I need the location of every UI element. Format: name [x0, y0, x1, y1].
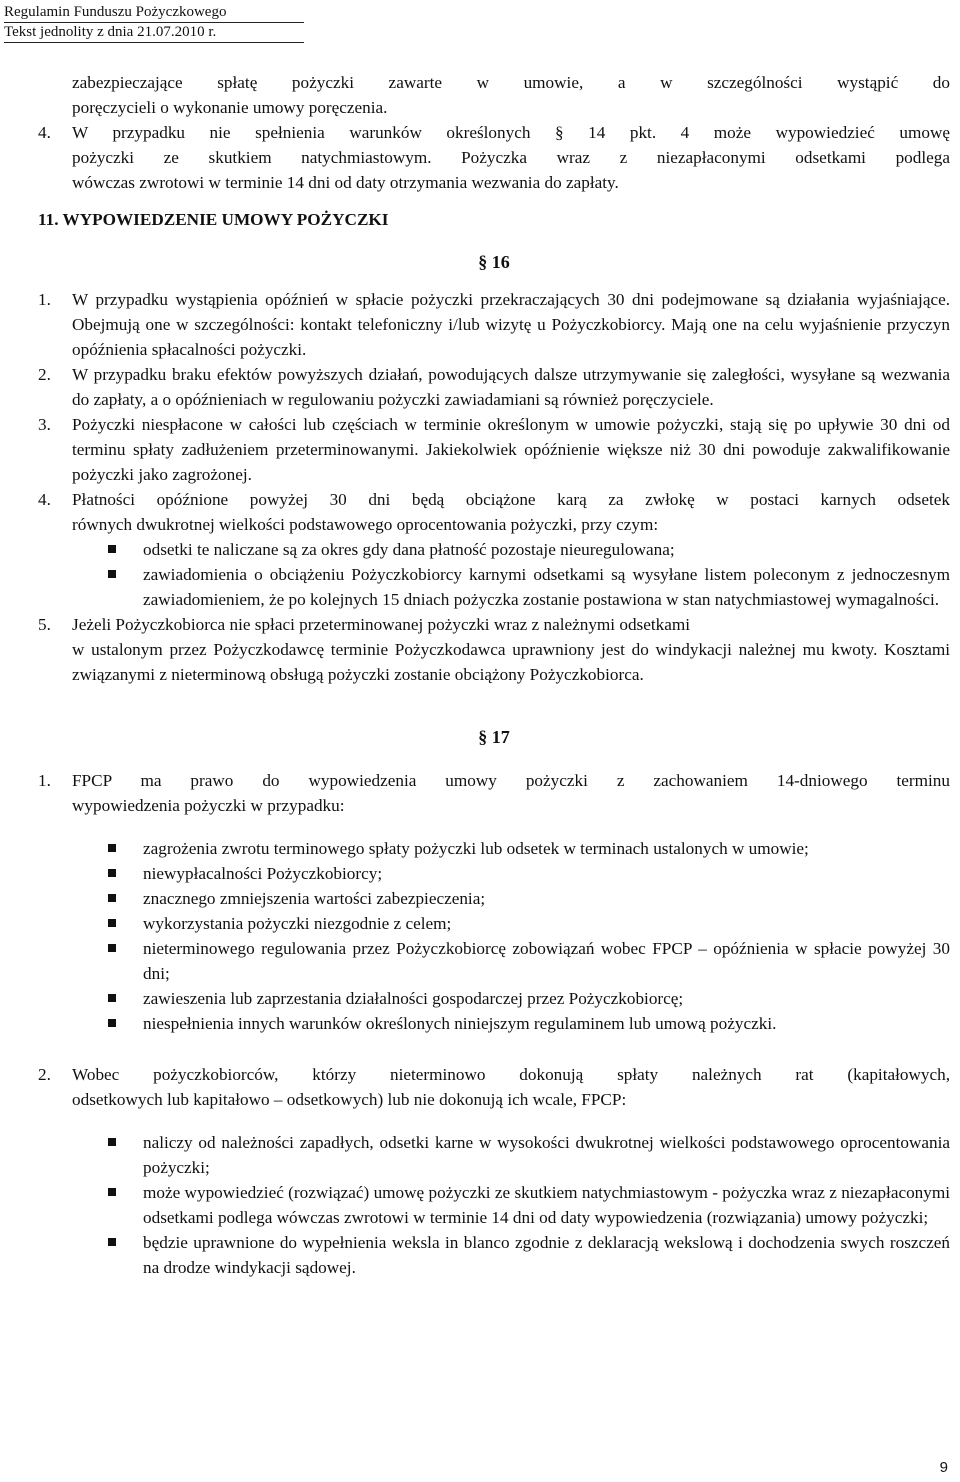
par16-item-5-line-1: Jeżeli Pożyczkobiorca nie spłaci przeterminowanej pożyczki wraz z należnymi odsetkami — [72, 615, 691, 634]
square-bullet-icon — [107, 911, 143, 936]
par16-item-3-text: Pożyczki niespłacone w całości lub częściach w terminie określonym w umowie pożyczki, stają się po upływie 30 dni od terminu spłaty zadłużeniem przeterminowanymi. Jakiekolwiek opóźnienie większe niż 30 dni powoduje zakwalifikowanie pożyczki jako zagrożonej. — [72, 415, 950, 484]
par16-item-4-line-1: Płatności opóźnione powyżej 30 dni będą obciążone karą za zwłokę w postaci karnych odsetek — [72, 490, 950, 509]
par16-item-4-line-2: równych dwukrotnej wielkości podstawowego oprocentowania pożyczki, przy czym: — [72, 515, 659, 534]
square-bullet-icon — [107, 861, 143, 886]
square-bullet-icon — [107, 1011, 143, 1036]
par16-item-1-text: W przypadku wystąpienia opóźnień w spłacie pożyczki przekraczających 30 dni podejmowane są działania wyjaśniające. Obejmują one w szczególności: kontakt telefoniczny i/lub wizytę u Pożyczkobiorcy. Mają one na celu wyjaśnienie przyczyn opóźnienia spłacalności pożyczki. — [72, 290, 950, 359]
list-item: zawiadomienia o obciążeniu Pożyczkobiorcy karnymi odsetkami są wysyłane listem poleconym z jednoczesnym zawiadomieniem, że po kolejnych 15 dniach pożyczka zostanie postawiona w stan natychmiastowej wymagalności. — [107, 562, 950, 612]
intro-line-2: poręczycieli o wykonanie umowy poręczenia. — [72, 98, 388, 117]
list-item: znacznego zmniejszenia wartości zabezpieczenia; — [107, 886, 950, 911]
intro-line-1: zabezpieczające spłatę pożyczki zawarte w umowie, a w szczególności wystąpić do — [72, 73, 950, 92]
list-item: wykorzystania pożyczki niezgodnie z celem; — [107, 911, 950, 936]
par17-item-1-bullets — [38, 836, 950, 1036]
section-heading: 11. WYPOWIEDZENIE UMOWY POŻYCZKI — [38, 210, 389, 229]
par17-item-2-line-2: odsetkowych lub kapitałowo – odsetkowych) lub nie dokonują ich wcale, FPCP: — [72, 1090, 627, 1109]
par16-item-5 — [38, 612, 950, 637]
par17-item-1 — [38, 768, 950, 793]
page-number: 9 — [939, 1459, 948, 1476]
par16-item-4-bullets — [38, 537, 950, 612]
par16-item-4 — [38, 487, 950, 512]
square-bullet-icon — [107, 986, 143, 1011]
document-body — [38, 70, 950, 1280]
document-header — [4, 3, 304, 43]
item-number: 1. — [38, 771, 51, 790]
square-bullet-icon — [107, 537, 143, 562]
square-bullet-icon — [107, 1130, 143, 1180]
list-item: zawieszenia lub zaprzestania działalności gospodarczej przez Pożyczkobiorcę; — [107, 986, 950, 1011]
par16-item-1 — [38, 287, 950, 362]
header-title: Regulamin Funduszu Pożyczkowego — [4, 3, 304, 23]
par16-item-2-text: W przypadku braku efektów powyższych działań, powodujących dalsze utrzymywanie się zaległości, wysyłane są wezwania do zapłaty, a o opóźnieniach w regulowaniu pożyczki zawiadamiani są również poręczyciele. — [72, 365, 950, 409]
square-bullet-icon — [107, 1230, 143, 1280]
paragraph-16-sign: § 16 — [478, 252, 510, 272]
par17-item-2 — [38, 1062, 950, 1087]
par16-item-3 — [38, 412, 950, 487]
prev-item-4 — [38, 120, 950, 195]
square-bullet-icon — [107, 886, 143, 911]
list-item: niewypłacalności Pożyczkobiorcy; — [107, 861, 950, 886]
list-item: naliczy od należności zapadłych, odsetki karne w wysokości dwukrotnej wielkości podstawowego oprocentowania pożyczki; — [107, 1130, 950, 1180]
prev-item-4-line-2: pożyczki ze skutkiem natychmiastowym. Pożyczka wraz z niezapłaconymi odsetkami podlega — [72, 148, 950, 167]
list-item: niespełnienia innych warunków określonych niniejszym regulaminem lub umową pożyczki. — [107, 1011, 950, 1036]
item-number: 5. — [38, 615, 51, 634]
prev-item-4-line-3: wówczas zwrotowi w terminie 14 dni od daty otrzymania wezwania do zapłaty. — [72, 173, 619, 192]
list-item: zagrożenia zwrotu terminowego spłaty pożyczki lub odsetek w terminach ustalonych w umowie; — [107, 836, 950, 861]
par16-item-2 — [38, 362, 950, 412]
par17-item-1-line-1: FPCP ma prawo do wypowiedzenia umowy pożyczki z zachowaniem 14-dniowego terminu — [72, 771, 950, 790]
item-number: 3. — [38, 415, 51, 434]
square-bullet-icon — [107, 1180, 143, 1230]
item-number: 2. — [38, 365, 51, 384]
list-item: może wypowiedzieć (rozwiązać) umowę pożyczki ze skutkiem natychmiastowym - pożyczka wraz z niezapłaconymi odsetkami podlega wówczas zwrotowi w terminie 14 dni od daty wypowiedzenia (rozwiązania) umowy pożyczki; — [107, 1180, 950, 1230]
square-bullet-icon — [107, 936, 143, 986]
square-bullet-icon — [107, 836, 143, 861]
item-number: 2. — [38, 1065, 51, 1084]
prev-item-4-line-1: W przypadku nie spełnienia warunków określonych § 14 pkt. 4 może wypowiedzieć umowę — [72, 123, 950, 142]
par16-item-5-rest: w ustalonym przez Pożyczkodawcę terminie Pożyczkodawca uprawniony jest do windykacji należnej mu kwoty. Kosztami związanymi z nieterminową obsługą pożyczki zostanie obciążony Pożyczkobiorca. — [72, 640, 950, 684]
item-number: 1. — [38, 290, 51, 309]
item-number: 4. — [38, 123, 51, 142]
list-item: nieterminowego regulowania przez Pożyczkobiorcę zobowiązań wobec FPCP – opóźnienia w spłacie powyżej 30 dni; — [107, 936, 950, 986]
par17-item-1-line-2: wypowiedzenia pożyczki w przypadku: — [72, 796, 345, 815]
square-bullet-icon — [107, 562, 143, 612]
list-item: odsetki te naliczane są za okres gdy dana płatność pozostaje nieuregulowana; — [107, 537, 950, 562]
par17-item-2-line-1: Wobec pożyczkobiorców, którzy nieterminowo dokonują spłaty należnych rat (kapitałowych, — [72, 1065, 950, 1084]
par17-item-2-bullets — [38, 1130, 950, 1280]
list-item: będzie uprawnione do wypełnienia weksla in blanco zgodnie z deklaracją wekslową i dochodzenia swych roszczeń na drodze windykacji sądowej. — [107, 1230, 950, 1280]
header-date: Tekst jednolity z dnia 21.07.2010 r. — [4, 23, 304, 43]
item-number: 4. — [38, 490, 51, 509]
paragraph-17-sign: § 17 — [478, 727, 510, 747]
